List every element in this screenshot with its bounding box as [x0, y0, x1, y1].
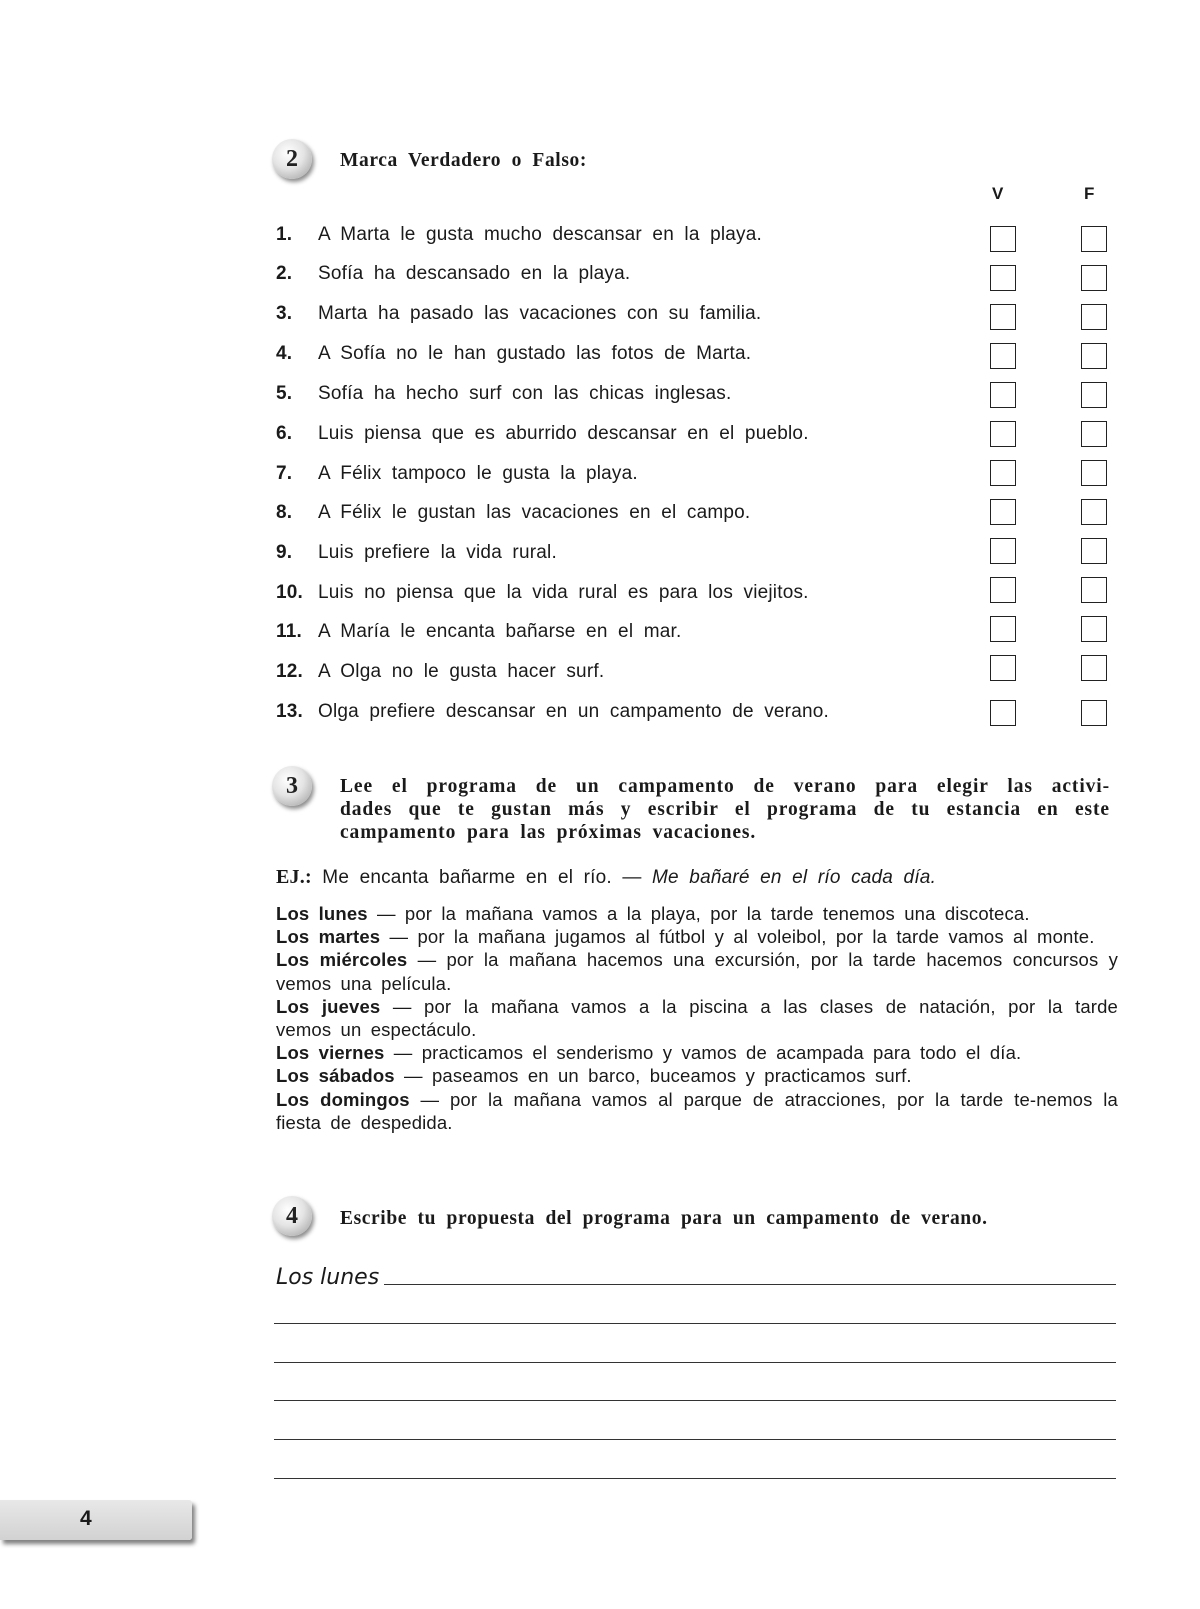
- true-checkbox[interactable]: [990, 304, 1016, 330]
- program-day-name: Los miércoles: [276, 949, 408, 971]
- statement-number: 7.: [276, 463, 293, 484]
- true-checkbox[interactable]: [990, 460, 1016, 486]
- statement-text: Luis piensa que es aburrido descansar en el pueblo.: [318, 423, 809, 444]
- example-line: [276, 866, 936, 889]
- example-label: EJ.:: [276, 866, 312, 888]
- writing-line[interactable]: [274, 1478, 1116, 1479]
- false-checkbox[interactable]: [1081, 655, 1107, 681]
- statement-number: 5.: [276, 383, 293, 404]
- statement-item: [276, 343, 751, 365]
- false-checkbox[interactable]: [1081, 538, 1107, 564]
- statement-item: [276, 661, 604, 683]
- program-day: [276, 1064, 1118, 1087]
- false-checkbox[interactable]: [1081, 304, 1107, 330]
- statement-item: [276, 463, 638, 485]
- false-checkbox[interactable]: [1081, 616, 1107, 642]
- writing-line[interactable]: [384, 1284, 1116, 1285]
- statement-item: [276, 701, 829, 723]
- false-column-header: F: [1084, 184, 1095, 203]
- statement-item: [276, 303, 761, 325]
- false-checkbox[interactable]: [1081, 421, 1107, 447]
- true-checkbox[interactable]: [990, 226, 1016, 252]
- example-answer: Me bañaré en el río cada día.: [652, 867, 937, 888]
- true-checkbox[interactable]: [990, 655, 1016, 681]
- statement-text: A Félix le gustan las vacaciones en el campo.: [318, 502, 751, 523]
- true-checkbox[interactable]: [990, 265, 1016, 291]
- false-checkbox[interactable]: [1081, 226, 1107, 252]
- program-day-text: — paseamos en un barco, buceamos y practicamos surf.: [394, 1065, 912, 1087]
- statement-number: 11.: [276, 621, 302, 642]
- statement-text: A Sofía no le han gustado las fotos de Marta.: [318, 343, 752, 364]
- true-checkbox[interactable]: [990, 343, 1016, 369]
- statement-text: A María le encanta bañarse en el mar.: [318, 621, 682, 642]
- true-checkbox[interactable]: [990, 499, 1016, 525]
- false-checkbox[interactable]: [1081, 343, 1107, 369]
- program-day: [276, 925, 1118, 948]
- true-checkbox[interactable]: [990, 382, 1016, 408]
- exercise-2-heading: Marca Verdadero o Falso:: [340, 150, 587, 171]
- program-day-text: — por la mañana jugamos al fútbol y al voleibol, por la tarde vamos al monte.: [380, 926, 1095, 948]
- true-checkbox[interactable]: [990, 616, 1016, 642]
- exercise-3-number-badge: [272, 766, 312, 806]
- statement-item: [276, 502, 750, 524]
- exercise-4-heading: Escribe tu propuesta del programa para un campamento de verano.: [340, 1208, 988, 1229]
- exercise-4-number: 4: [286, 1202, 298, 1229]
- false-checkbox[interactable]: [1081, 460, 1107, 486]
- statement-number: 13.: [276, 701, 304, 722]
- statement-item: [276, 582, 809, 604]
- statement-text: Luis prefiere la vida rural.: [318, 542, 557, 563]
- statement-number: 10.: [276, 582, 304, 603]
- statement-text: A Marta le gusta mucho descansar en la playa.: [318, 224, 763, 245]
- writing-line[interactable]: [274, 1439, 1116, 1440]
- false-checkbox[interactable]: [1081, 577, 1107, 603]
- false-checkbox[interactable]: [1081, 265, 1107, 291]
- exercise-3-heading-line-2: dades que te gustan más y escribir el programa de tu estancia en este: [340, 799, 1110, 820]
- statement-item: [276, 383, 731, 405]
- program-day-text: — por la mañana vamos a la piscina a las clases de natación, por la tarde vemos un espectáculo.: [276, 995, 1118, 1041]
- camp-program: [276, 902, 1118, 1134]
- false-checkbox[interactable]: [1081, 700, 1107, 726]
- statement-text: Sofía ha descansado en la playa.: [318, 263, 631, 284]
- program-day-text: — practicamos el senderismo y vamos de acampada para todo el día.: [384, 1042, 1022, 1064]
- statement-number: 8.: [276, 502, 293, 523]
- statement-item: [276, 263, 630, 285]
- statement-number: 3.: [276, 303, 293, 324]
- statement-text: Olga prefiere descansar en un campamento de verano.: [318, 701, 829, 722]
- statement-number: 2.: [276, 263, 293, 284]
- statement-text: Marta ha pasado las vacaciones con su familia.: [318, 303, 762, 324]
- true-column-header: V: [992, 184, 1004, 203]
- true-checkbox[interactable]: [990, 421, 1016, 447]
- program-day: [276, 1088, 1118, 1134]
- example-text: Me encanta bañarme en el río. —: [322, 867, 642, 888]
- true-checkbox[interactable]: [990, 538, 1016, 564]
- writing-line[interactable]: [274, 1400, 1116, 1401]
- statement-text: Luis no piensa que la vida rural es para los viejitos.: [318, 582, 809, 603]
- statement-item: [276, 621, 681, 643]
- program-day-name: Los viernes: [276, 1042, 385, 1064]
- false-checkbox[interactable]: [1081, 499, 1107, 525]
- program-day-text: — por la mañana vamos al parque de atracciones, por la tarde te-nemos la fiesta de despedida.: [276, 1088, 1118, 1133]
- exercise-3-heading-line-1: Lee el programa de un campamento de verano para elegir las activi-: [340, 776, 1110, 797]
- true-checkbox[interactable]: [990, 700, 1016, 726]
- statement-text: Sofía ha hecho surf con las chicas inglesas.: [318, 383, 732, 404]
- page-number-tab: [0, 1500, 192, 1540]
- program-day-name: Los domingos: [276, 1088, 410, 1110]
- program-day: [276, 1041, 1118, 1064]
- exercise-4-number-badge: [272, 1196, 312, 1236]
- statement-item: [276, 224, 762, 246]
- statement-text: A Olga no le gusta hacer surf.: [318, 661, 605, 682]
- program-day: [276, 995, 1118, 1041]
- statement-number: 1.: [276, 224, 293, 245]
- exercise-2-number: 2: [286, 145, 298, 172]
- statement-item: [276, 423, 809, 445]
- statement-item: [276, 542, 557, 564]
- handwritten-start: Los lunes: [276, 1265, 380, 1290]
- statement-number: 4.: [276, 343, 293, 364]
- program-day-name: Los lunes: [276, 903, 368, 924]
- program-day-name: Los sábados: [276, 1065, 395, 1087]
- statement-number: 12.: [276, 661, 304, 682]
- program-day: [276, 948, 1118, 994]
- statement-number: 6.: [276, 423, 293, 444]
- exercise-2-number-badge: [272, 139, 312, 179]
- exercise-3-number: 3: [286, 772, 298, 799]
- statement-text: A Félix tampoco le gusta la playa.: [318, 463, 638, 484]
- program-day-text: — por la mañana vamos a la playa, por la tarde tenemos una discoteca.: [367, 903, 1030, 924]
- writing-line[interactable]: [274, 1323, 1116, 1324]
- program-day: [276, 902, 1118, 925]
- program-day-text: — por la mañana hacemos una excursión, por la tarde hacemos concursos y vemos una película.: [276, 949, 1118, 994]
- program-day-name: Los jueves: [276, 995, 381, 1017]
- statement-number: 9.: [276, 542, 293, 563]
- program-day-name: Los martes: [276, 926, 381, 948]
- false-checkbox[interactable]: [1081, 382, 1107, 408]
- writing-line[interactable]: [274, 1362, 1116, 1363]
- true-checkbox[interactable]: [990, 577, 1016, 603]
- exercise-3-heading-line-3: campamento para las próximas vacaciones.: [340, 822, 757, 843]
- page-number: 4: [80, 1507, 92, 1530]
